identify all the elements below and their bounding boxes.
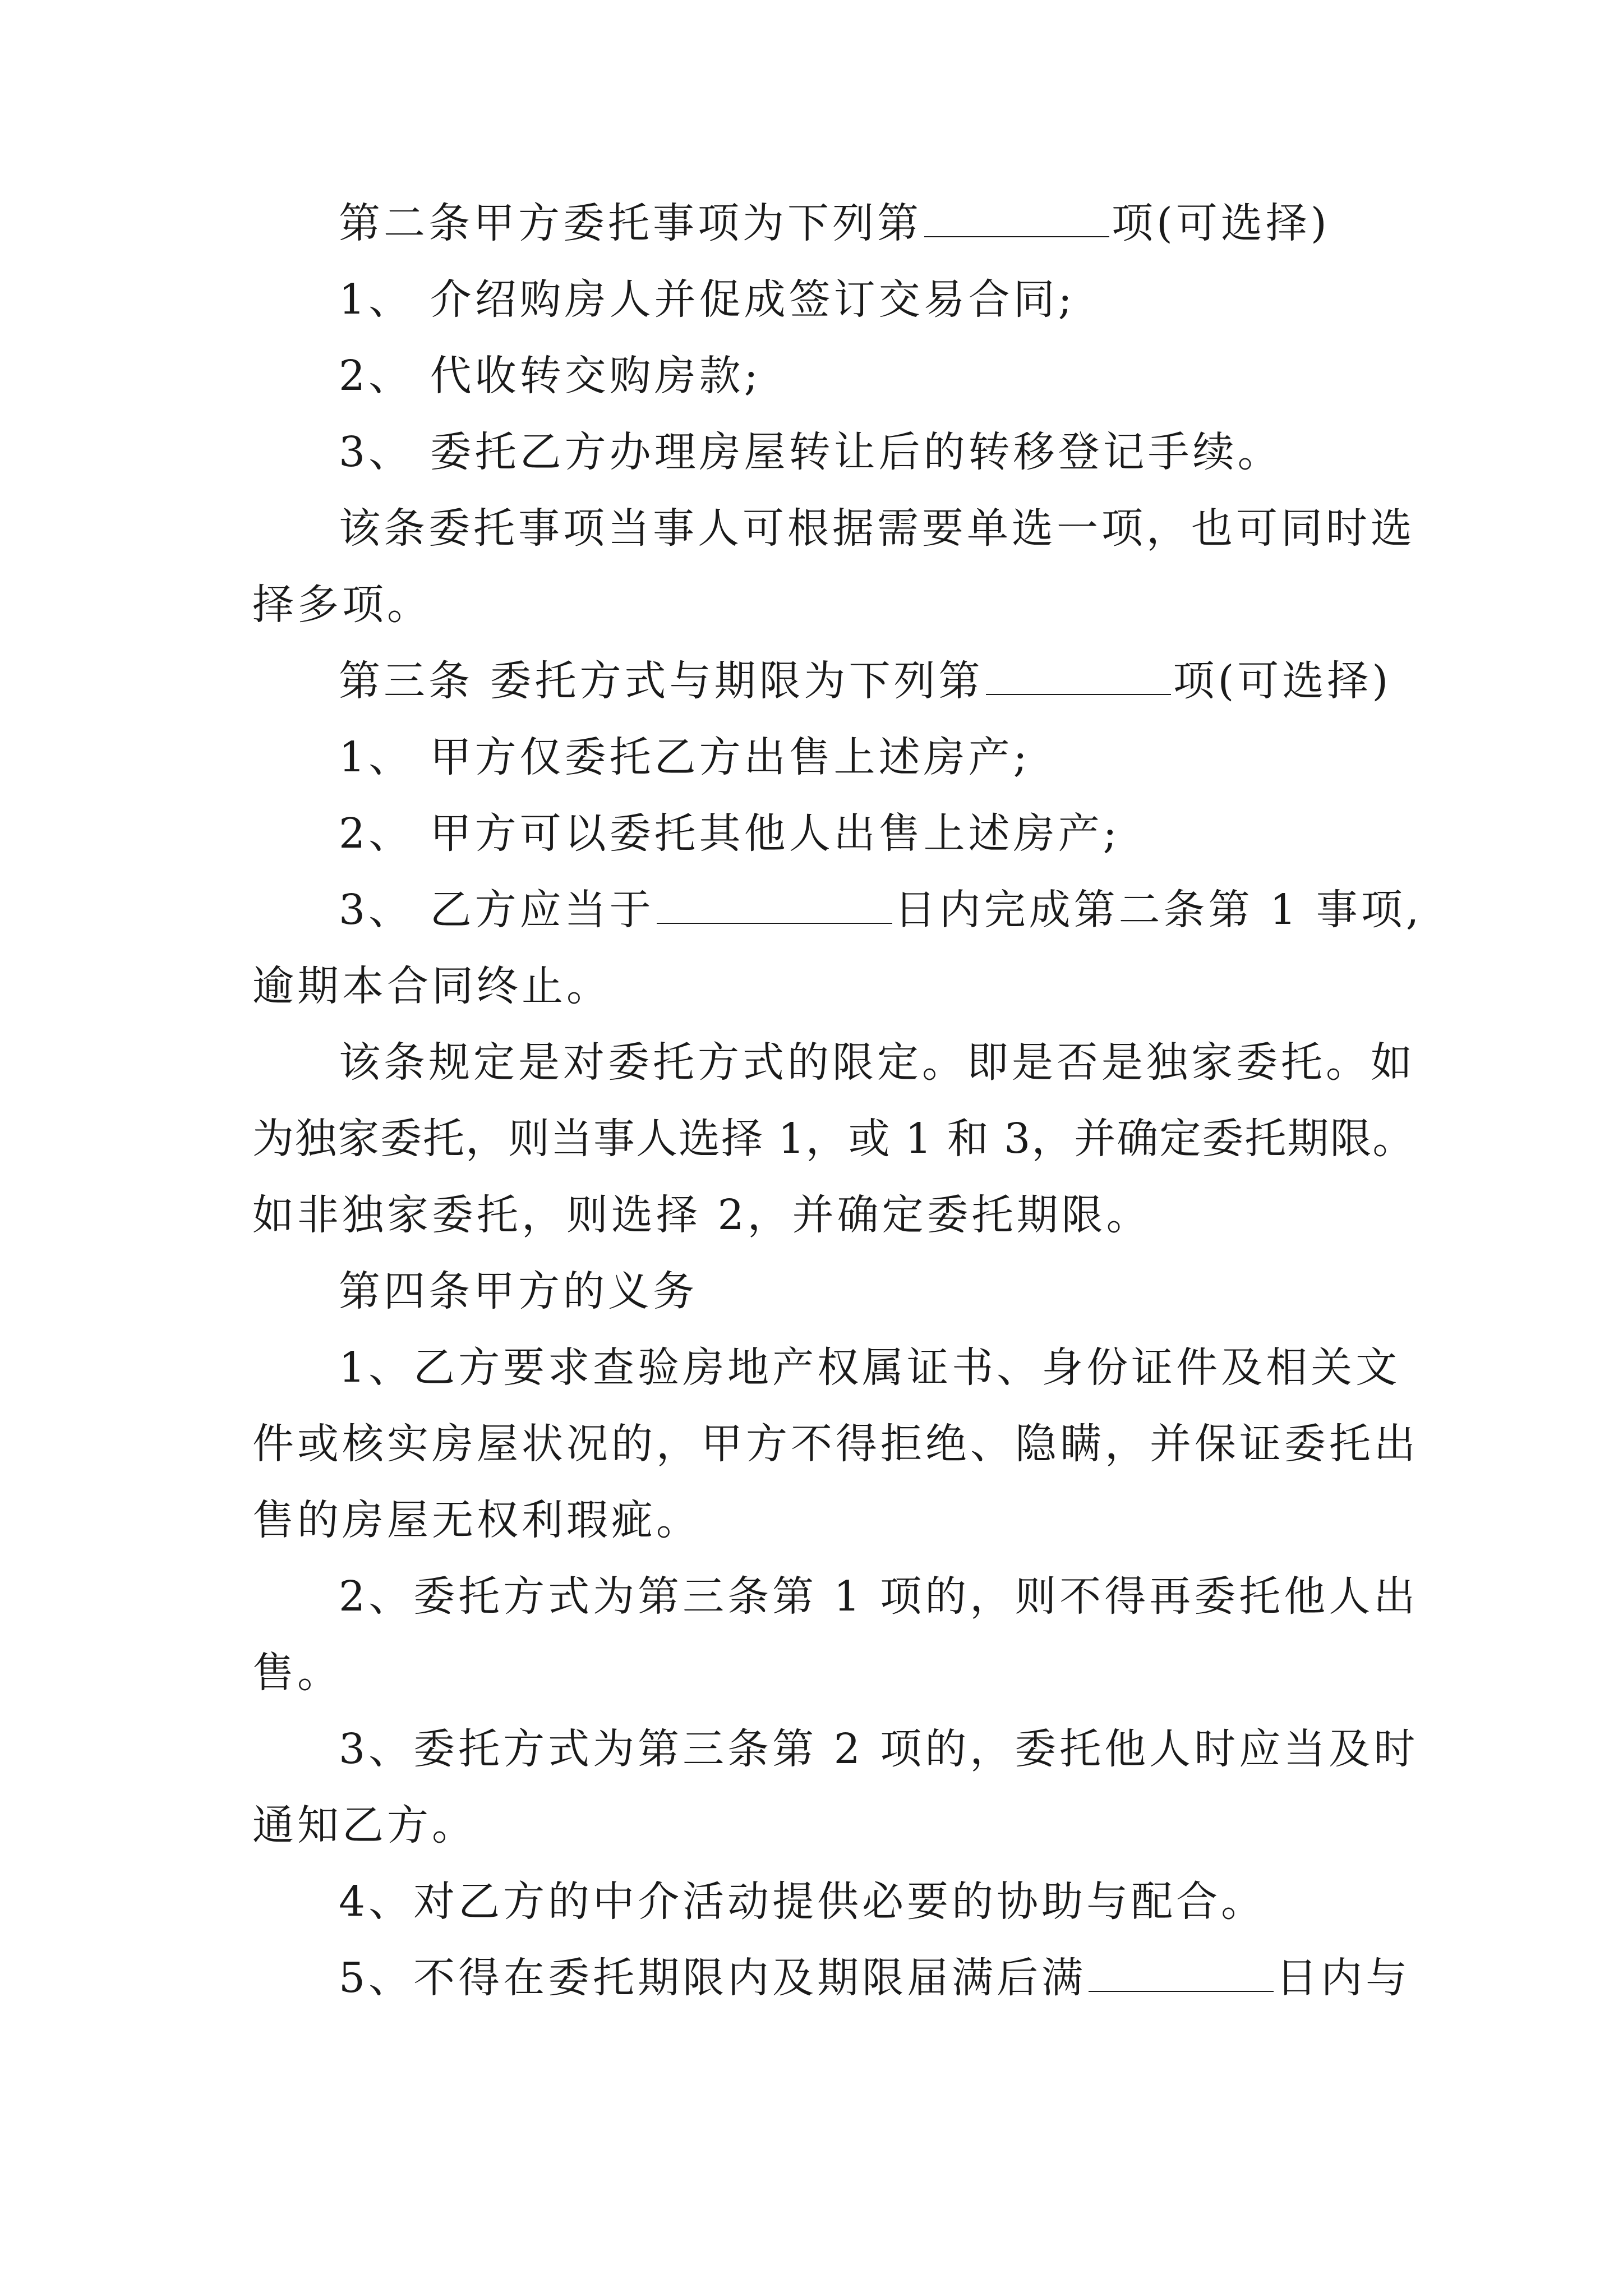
article4-item5-suffix: 日内与 xyxy=(1276,1954,1411,2002)
article3-item3-suffix: 日内完成第二条第 1 事项, xyxy=(894,886,1423,934)
article2-heading xyxy=(252,185,1391,261)
article4-item4: 4、对乙方的中介活动提供必要的协助与配合。 xyxy=(339,1878,1266,1926)
article2-item2: 2、 代收转交购房款; xyxy=(339,352,762,400)
article3-note-line: 为独家委托，则当事人选择 1，或 1 和 3，并确定委托期限。 xyxy=(252,1115,1415,1163)
article3-heading-suffix: 项(可选择) xyxy=(1173,657,1392,705)
article4-item1: 1、乙方要求查验房地产权属证书、身份证件及相关文 xyxy=(339,1343,1401,1392)
article4-item5 xyxy=(252,1940,1411,2016)
article4-item3: 3、委托方式为第三条第 2 项的，委托他人时应当及时 xyxy=(339,1725,1419,1773)
article2-item3: 3、 委托乙方办理房屋转让后的转移登记手续。 xyxy=(339,428,1283,476)
article4-item1-continued: 售的房屋无权利瑕疵。 xyxy=(252,1496,701,1544)
article4-item3-continued: 通知乙方。 xyxy=(252,1801,477,1849)
article4-item2: 2、委托方式为第三条第 1 项的，则不得再委托他人出 xyxy=(339,1572,1419,1621)
article4-heading: 第四条甲方的义务 xyxy=(339,1267,698,1315)
article2-item1: 1、 介绍购房人并促成签订交易合同; xyxy=(339,275,1076,324)
article4-item5-text: 5、不得在委托期限内及期限届满后满 xyxy=(339,1954,1087,2002)
fill-in-blank xyxy=(986,660,1171,695)
article2-heading-suffix: 项(可选择) xyxy=(1112,199,1330,247)
article2-note-line: 择多项。 xyxy=(252,581,432,629)
article3-item3-text: 3、 乙方应当于 xyxy=(339,886,654,934)
article3-item3-continued: 逾期本合同终止。 xyxy=(252,962,611,1010)
article3-heading xyxy=(252,643,1391,719)
article2-heading-text: 第二条甲方委托事项为下列第 xyxy=(339,199,922,247)
fill-in-blank xyxy=(1089,1957,1274,1992)
article4-item2-continued: 售。 xyxy=(252,1649,342,1697)
fill-in-blank xyxy=(924,203,1109,237)
article3-item2: 2、 甲方可以委托其他人出售上述房产; xyxy=(339,809,1121,858)
article3-item3 xyxy=(252,872,1423,948)
document-page xyxy=(252,185,1423,2016)
article3-note-line: 如非独家委托，则选择 2，并确定委托期限。 xyxy=(252,1191,1151,1239)
article4-item1-continued: 件或核实房屋状况的，甲方不得拒绝、隐瞒，并保证委托出 xyxy=(252,1420,1419,1468)
fill-in-blank xyxy=(657,889,892,924)
article3-heading-text: 第三条 委托方式与期限为下列第 xyxy=(339,657,984,705)
article3-item1: 1、 甲方仅委托乙方出售上述房产; xyxy=(339,733,1031,781)
article3-note-line: 该条规定是对委托方式的限定。即是否是独家委托。如 xyxy=(339,1038,1415,1087)
article2-note-line: 该条委托事项当事人可根据需要单选一项，也可同时选 xyxy=(339,504,1415,553)
